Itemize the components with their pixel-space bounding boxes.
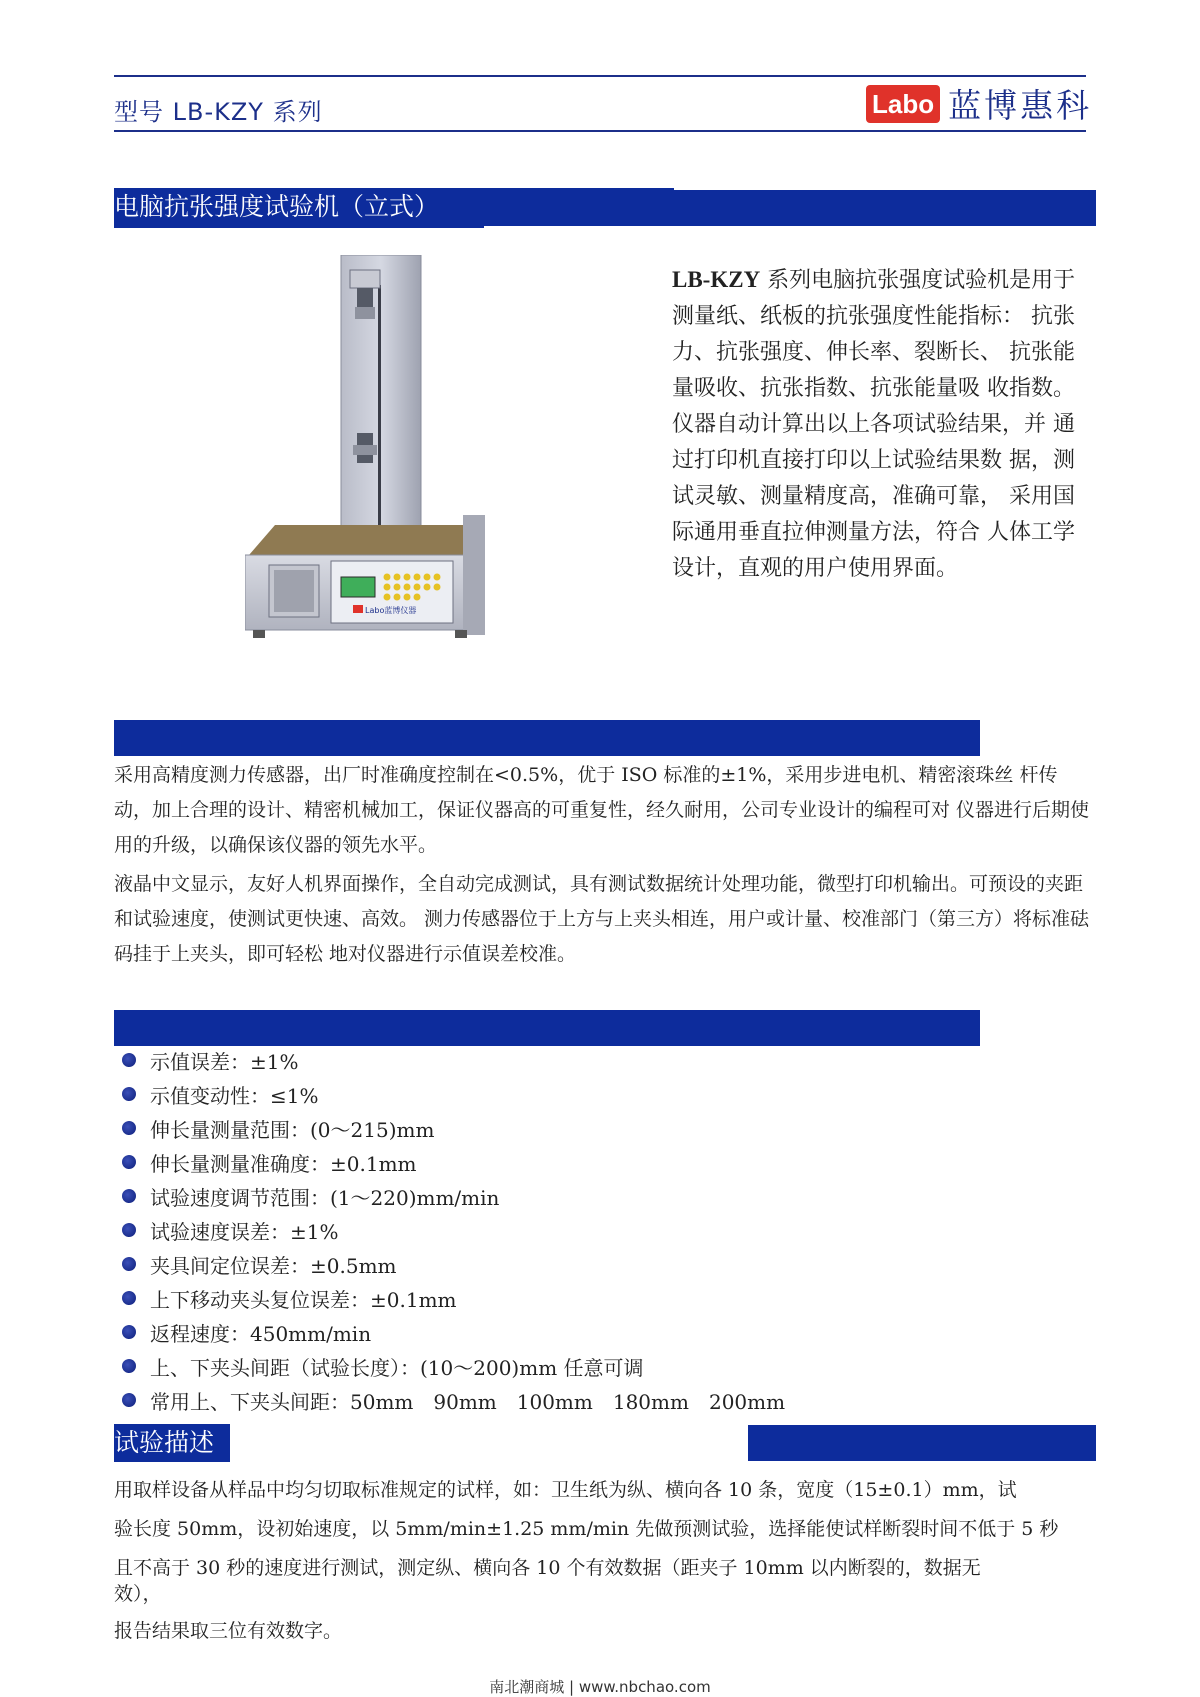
- bullet-icon: [122, 1291, 136, 1305]
- test-underline: [114, 1460, 224, 1462]
- header-bottom-rule: [114, 130, 1086, 132]
- test-bar-right: [748, 1425, 1096, 1461]
- spec-item: 返程速度：450mm/min: [114, 1315, 785, 1349]
- spec-item: 试验速度调节范围：(1～220)mm/min: [114, 1179, 785, 1213]
- test-line-1: 用取样设备从样品中均匀切取标准规定的试样，如：卫生纸为纵、横向各 10 条，宽度（15±0.1）mm，试: [114, 1479, 1017, 1501]
- panel-brand-text: Labo蓝博仪器: [365, 606, 417, 615]
- bullet-icon: [122, 1053, 136, 1067]
- spec-item: 示值误差：±1%: [114, 1043, 785, 1077]
- bullet-icon: [122, 1257, 136, 1271]
- test-line-5: 报告结果取三位有效数字。: [114, 1620, 343, 1642]
- intro-model: LB-KZY: [672, 267, 761, 292]
- spec-item: 常用上、下夹头间距：50mm 90mm 100mm 180mm 200mm: [114, 1383, 785, 1417]
- bullet-icon: [122, 1359, 136, 1373]
- spec-item: 伸长量测量准确度：±0.1mm: [114, 1145, 785, 1179]
- tensile-tester-image: [245, 255, 485, 640]
- logo-mark: Labo: [866, 85, 940, 123]
- spec-item: 上、下夹头间距（试验长度）：(10～200)mm 任意可调: [114, 1349, 785, 1383]
- brand-logo: [866, 80, 1092, 127]
- section-title-test: 试验描述: [114, 1424, 230, 1462]
- model-title: 型号 LB-KZY 系列: [114, 98, 323, 126]
- features-paragraph-1: 采用高精度测力传感器，出厂时准确度控制在<0.5%，优于 ISO 标准的±1%，采用步进电机、精密滚珠丝 杆传动，加上合理的设计、精密机械加工，保证仪器高的可重复性，经久耐用，公司专业设计的编程可对 仪器进行后期使用的升级，以确保该仪器的领先水平。: [114, 764, 1090, 856]
- test-line-2: 验长度 50mm，设初始速度，以 5mm/min±1.25 mm/min 先做预测试验，选择能使试样断裂时间不低于 5 秒: [114, 1518, 1059, 1540]
- features-paragraph-2: 液晶中文显示，友好人机界面操作，全自动完成测试，具有测试数据统计处理功能，微型打印机输出。可预设的夹距和试验速度，使测试更快速、高效。 测力传感器位于上方与上夹头相连，用户或计量、校准部门（第三方）将标准砝码挂于上夹头，即可轻松 地对仪器进行示值误差校准。: [114, 873, 1090, 965]
- test-line-3: 且不高于 30 秒的速度进行测试，测定纵、横向各 10 个有效数据（距夹子 10mm 以内断裂的，数据无: [114, 1557, 981, 1579]
- footer: 南北潮商城 | www.nbchao.com: [489, 1678, 711, 1696]
- bullet-icon: [122, 1121, 136, 1135]
- spec-list: [114, 1043, 785, 1417]
- header-top-rule: [114, 75, 1086, 77]
- specs-bar: [114, 1010, 980, 1046]
- bullet-icon: [122, 1189, 136, 1203]
- section-underline: [114, 226, 484, 228]
- spec-item: 示值变动性：≤1%: [114, 1077, 785, 1111]
- bullet-icon: [122, 1325, 136, 1339]
- features-bar: [114, 720, 980, 756]
- spec-item: 伸长量测量范围：(0～215)mm: [114, 1111, 785, 1145]
- section-title-product: 电脑抗张强度试验机（立式）: [114, 188, 674, 226]
- spec-item: 试验速度误差：±1%: [114, 1213, 785, 1247]
- bullet-icon: [122, 1393, 136, 1407]
- section-bar-right: [668, 190, 1096, 226]
- bullet-icon: [122, 1155, 136, 1169]
- bullet-icon: [122, 1223, 136, 1237]
- bullet-icon: [122, 1087, 136, 1101]
- spec-item: 夹具间定位误差：±0.5mm: [114, 1247, 785, 1281]
- spec-item: 上下移动夹头复位误差：±0.1mm: [114, 1281, 785, 1315]
- product-intro: [672, 262, 1090, 587]
- logo-name: 蓝博惠科: [948, 86, 1093, 125]
- intro-text: 系列电脑抗张强度试验机是用于测量纸、纸板的抗张强度性能指标： 抗张力、抗张强度、伸长率、裂断长、 抗张能量吸收、抗张指数、抗张能量吸 收指数。 仪器自动计算出以上各项试验结果，并 通过打印机直接打印以上试验结果数 据，测试灵敏、测量精度高，准确可靠， 采用国际通用垂直拉伸测量方法，符合 人体工学设计，直观的用户使用界面。: [672, 268, 1076, 581]
- test-line-4: 效），: [114, 1583, 162, 1605]
